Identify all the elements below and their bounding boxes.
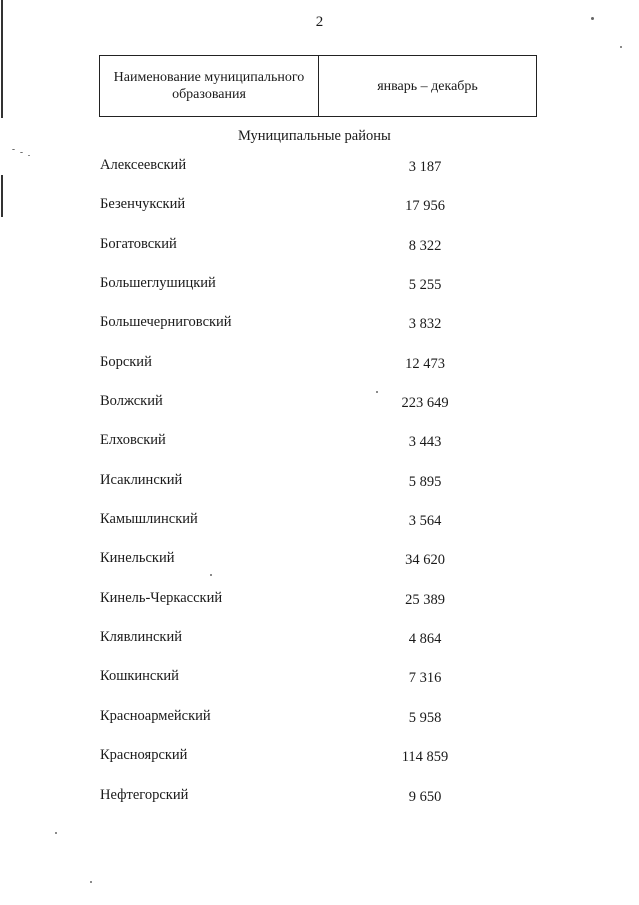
district-name: Борский <box>100 353 152 370</box>
district-list <box>0 157 639 826</box>
district-value: 8 322 <box>408 237 442 254</box>
table-row <box>0 629 639 668</box>
page-number: 2 <box>315 14 324 30</box>
district-value: 25 389 <box>405 591 445 608</box>
table-row <box>0 787 639 826</box>
district-value: 3 564 <box>408 513 442 530</box>
district-value: 12 473 <box>405 355 445 372</box>
district-name: Кошкинский <box>100 668 179 685</box>
district-name: Нефтегорский <box>100 786 189 803</box>
district-name: Большечерниговский <box>100 314 232 331</box>
table-row <box>0 668 639 707</box>
district-value: 7 316 <box>408 670 442 687</box>
table-row <box>0 157 639 196</box>
scan-speck <box>55 832 57 834</box>
district-value: 3 832 <box>408 316 442 333</box>
district-value: 223 649 <box>401 395 449 412</box>
scan-speck <box>20 152 23 153</box>
table-header <box>99 55 537 117</box>
table-row <box>0 275 639 314</box>
district-name: Большеглушицкий <box>100 275 216 292</box>
district-name: Елховский <box>100 432 166 449</box>
table-row <box>0 747 639 786</box>
district-value: 17 956 <box>405 198 445 215</box>
district-value: 5 895 <box>408 473 442 490</box>
district-value: 3 187 <box>408 159 442 175</box>
district-name: Безенчукский <box>100 196 186 213</box>
district-value: 9 650 <box>408 788 442 805</box>
district-name: Алексеевский <box>100 157 187 173</box>
district-name: Красноармейский <box>100 707 211 724</box>
district-name: Кинель-Черкасский <box>100 589 223 606</box>
district-value: 4 864 <box>408 631 442 648</box>
table-row <box>0 550 639 589</box>
table-row <box>0 590 639 629</box>
table-row <box>0 511 639 550</box>
scan-speck <box>28 155 30 156</box>
table-row <box>0 432 639 471</box>
district-value: 3 443 <box>408 434 442 451</box>
district-name: Кинельский <box>100 550 175 567</box>
district-name: Клявлинский <box>100 629 182 646</box>
district-name: Богатовский <box>100 235 177 252</box>
table-row <box>0 354 639 393</box>
table-row <box>0 314 639 353</box>
header-municipality-name: Наименование муниципального образования <box>100 56 319 116</box>
district-name: Исаклинский <box>100 471 183 488</box>
scan-speck <box>620 46 622 48</box>
table-row <box>0 196 639 235</box>
table-row <box>0 393 639 432</box>
district-name: Волжский <box>100 393 163 410</box>
header-period: январь – декабрь <box>377 78 478 94</box>
district-name: Камышлинский <box>100 511 198 528</box>
scan-speck <box>90 881 92 883</box>
scan-speck <box>12 149 15 150</box>
district-value: 5 958 <box>408 709 442 726</box>
section-title: Муниципальные районы <box>238 128 391 144</box>
district-value: 34 620 <box>405 552 445 569</box>
district-value: 114 859 <box>401 749 449 766</box>
district-name: Красноярский <box>100 747 188 764</box>
table-row <box>0 708 639 747</box>
table-row <box>0 236 639 275</box>
table-row <box>0 472 639 511</box>
district-value: 5 255 <box>408 277 442 294</box>
